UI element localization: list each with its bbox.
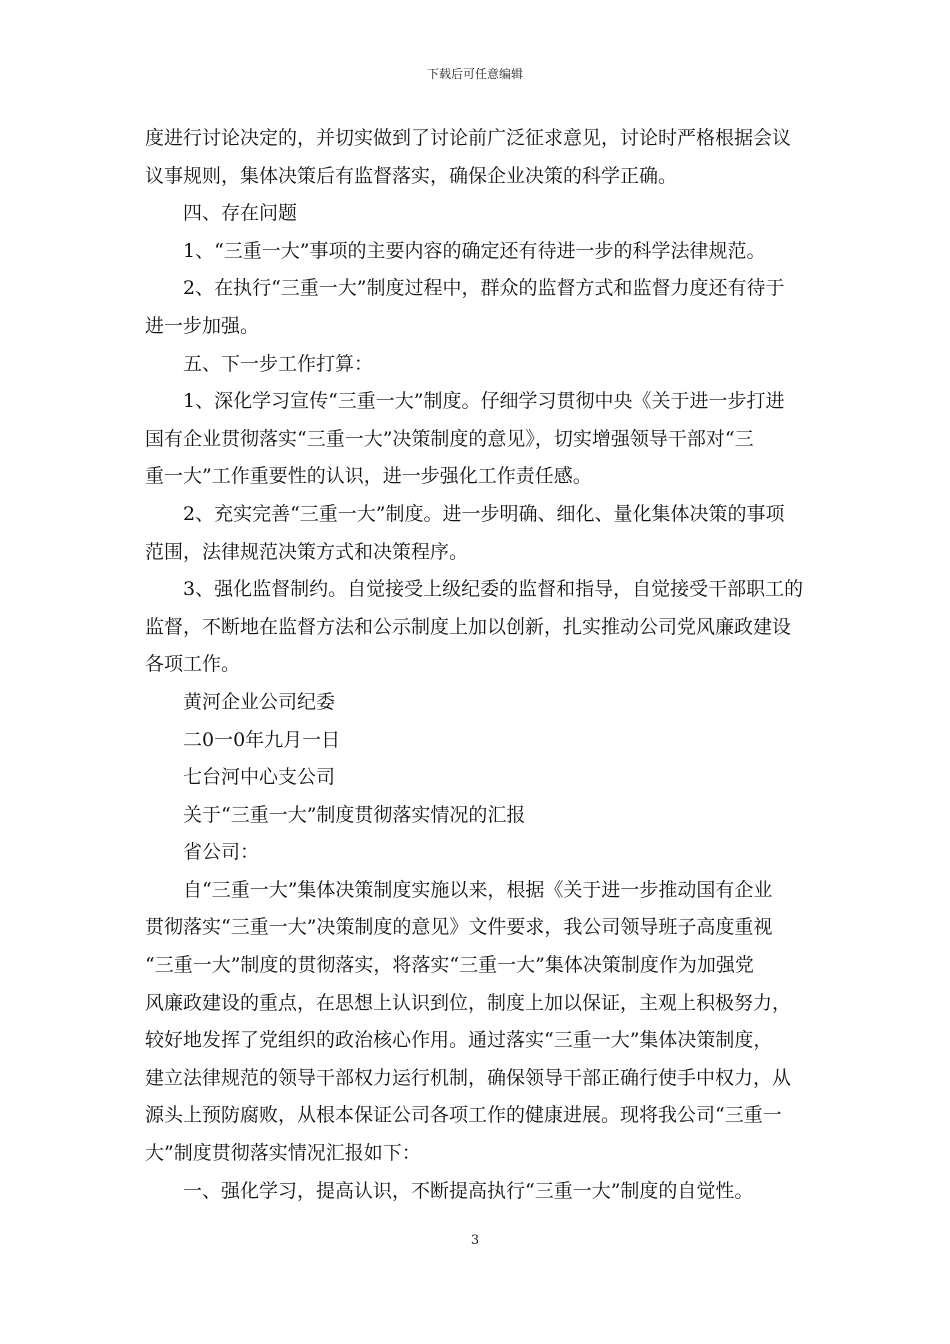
text-line: 度进行讨论决定的，并切实做到了讨论前广泛征求意见，讨论时严格根据会议 — [145, 127, 792, 149]
text-line: 1、“三重一大”事项的主要内容的确定还有待进一步的科学法律规范。 — [183, 239, 766, 262]
text-line: 2、充实完善“三重一大”制度。进一步明确、细化、量化集体决策的事项 — [183, 502, 785, 525]
text-line: 省公司： — [183, 841, 260, 864]
text-line: “三重一大”制度的贯彻落实，将落实“三重一大”集体决策制度作为加强党 — [145, 954, 754, 977]
text-line: 范围，法律规范决策方式和决策程序。 — [145, 540, 469, 563]
text-line: 较好地发挥了党组织的政治核心作用。通过落实“三重一大”集体决策制度， — [145, 1029, 773, 1052]
text-line: 自“三重一大”集体决策制度实施以来，根据《关于进一步推动国有企业 — [183, 878, 773, 901]
text-line: 监督，不断地在监督方法和公示制度上加以创新，扎实推动公司党风廉政建设 — [145, 615, 792, 638]
text-line: 1、深化学习宣传“三重一大”制度。仔细学习贯彻中央《关于进一步打进 — [183, 390, 785, 413]
text-line: 源头上预防腐败，从根本保证公司各项工作的健康进展。现将我公司“三重一 — [145, 1104, 782, 1127]
text-line: 黄河企业公司纪委 — [183, 690, 336, 713]
text-line: 四、存在问题 — [183, 202, 298, 225]
text-line: 风廉政建设的重点，在思想上认识到位，制度上加以保证，主观上积极努力， — [145, 991, 792, 1014]
text-line: 五、下一步工作打算： — [183, 352, 374, 375]
document-body — [145, 120, 810, 1210]
text-line: 贯彻落实“三重一大”决策制度的意见》文件要求，我公司领导班子高度重视 — [145, 916, 773, 939]
text-line: 一、强化学习，提高认识，不断提高执行“三重一大”制度的自觉性。 — [183, 1179, 754, 1202]
text-line: 重一大”工作重要性的认识，进一步强化工作责任感。 — [145, 465, 592, 488]
text-line: 建立法律规范的领导干部权力运行机制，确保领导干部正确行使手中权力，从 — [145, 1066, 792, 1089]
text-line: 进一步加强。 — [145, 314, 260, 337]
text-line: 2、在执行“三重一大”制度过程中，群众的监督方式和监督力度还有待于 — [183, 277, 785, 300]
page-number: 3 — [470, 1233, 480, 1248]
page-header: 下载后可任意编辑 — [426, 67, 523, 81]
text-line: 七台河中心支公司 — [183, 766, 336, 789]
text-line: 二0一0年九月一日 — [183, 728, 341, 751]
text-line: 国有企业贯彻落实“三重一大”决策制度的意见》，切实增强领导干部对“三 — [145, 427, 754, 450]
text-line: 议事规则，集体决策后有监督落实，确保企业决策的科学正确。 — [145, 164, 678, 187]
text-line: 3、强化监督制约。自觉接受上级纪委的监督和指导，自觉接受干部职工的 — [183, 578, 804, 601]
text-line: 各项工作。 — [145, 653, 241, 676]
text-line: 大”制度贯彻落实情况汇报如下： — [145, 1142, 421, 1165]
text-line: 关于“三重一大”制度贯彻落实情况的汇报 — [183, 803, 526, 826]
